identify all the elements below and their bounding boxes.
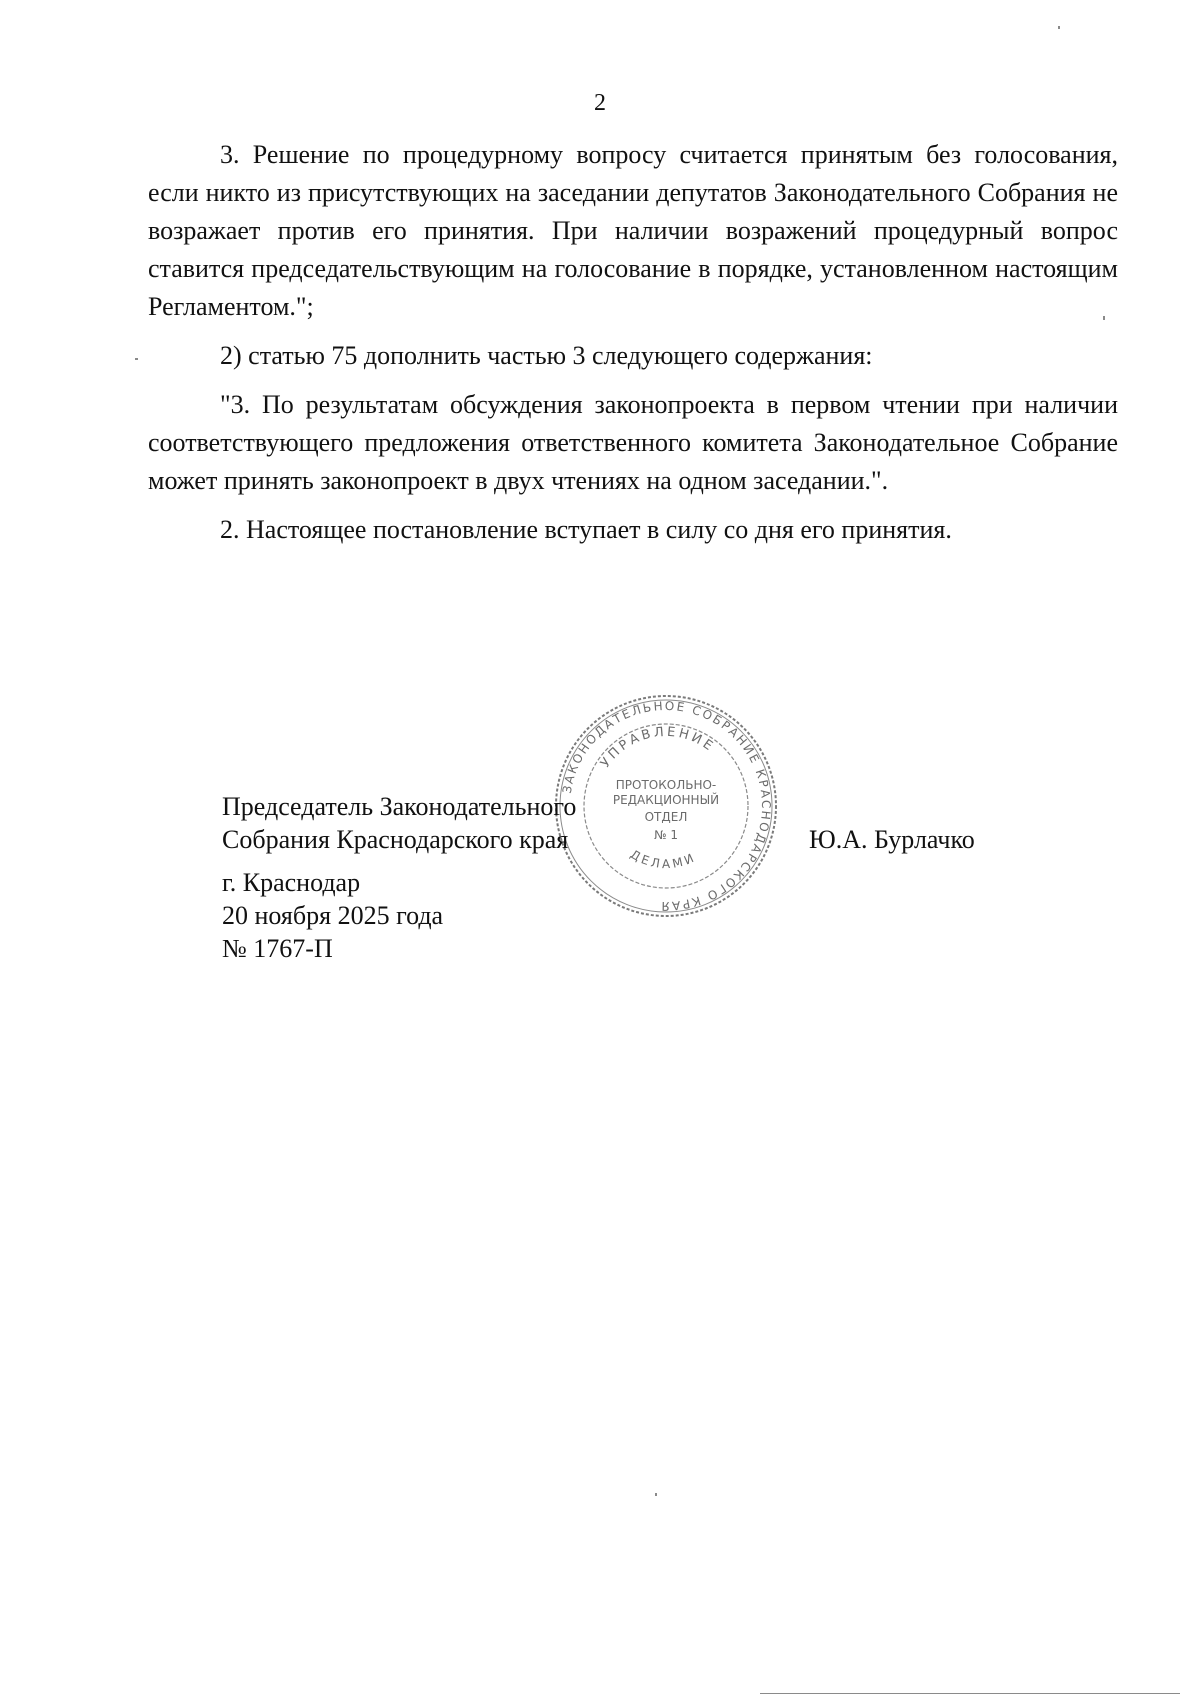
stamp-bottom-text: ДЕЛАМИ [627,846,699,872]
signature-block [222,790,1022,856]
paragraph-first-reading: "3. По результатам обсуждения законопроекта в первом чтении при наличии соответствующего предложения ответственного комитета Законодательное Собрание может принять законопроект в двух чтениях на одном заседании.". [148,390,1118,495]
signatory-name: Ю.А. Бурлачко [809,825,975,854]
stamp-center-line4: № 1 [654,828,678,842]
signatory-title-line1: Председатель Законодательного [222,792,577,821]
stamp-outer-text: ЗАКОНОДАТЕЛЬНОЕ СОБРАНИЕ КРАСНОДАРСКОГО КРАЯ [559,698,774,914]
document-number: № 1767-П [222,934,333,963]
scan-artifact [760,1693,1180,1694]
paragraph-article-75: 2) статью 75 дополнить частью 3 следующего содержания: [220,341,873,370]
paragraph-entry-into-force: 2. Настоящее постановление вступает в силу со дня его принятия. [220,515,952,544]
stamp-inner-text: УПРАВЛЕНИЕ [597,724,718,771]
document-place: г. Краснодар [222,868,361,897]
stamp-center-line3: ОТДЕЛ [644,810,688,824]
scan-artifact [1058,26,1060,29]
scan-artifact [1103,316,1105,320]
signatory-title-line2: Собрания Краснодарского края [222,825,569,854]
page-number: 2 [594,90,606,116]
paragraph-procedural-question: 3. Решение по процедурному вопросу считается принятым без голосования, если никто из присутствующих на заседании депутатов Законодательного Собрания не возражает против его принятия. При наличии возражений процедурный вопрос ставится председательствующим на голосование в порядке, установленном настоящим Регламентом."; [148,140,1118,321]
scan-artifact [135,358,138,360]
scan-artifact [655,1493,657,1496]
stamp-center-line1: ПРОТОКОЛЬНО- [615,778,717,792]
document-date: 20 ноября 2025 года [222,901,444,930]
document-details [222,866,443,965]
document-body [148,136,1118,560]
stamp-center-line2: РЕДАКЦИОННЫЙ [612,793,720,807]
